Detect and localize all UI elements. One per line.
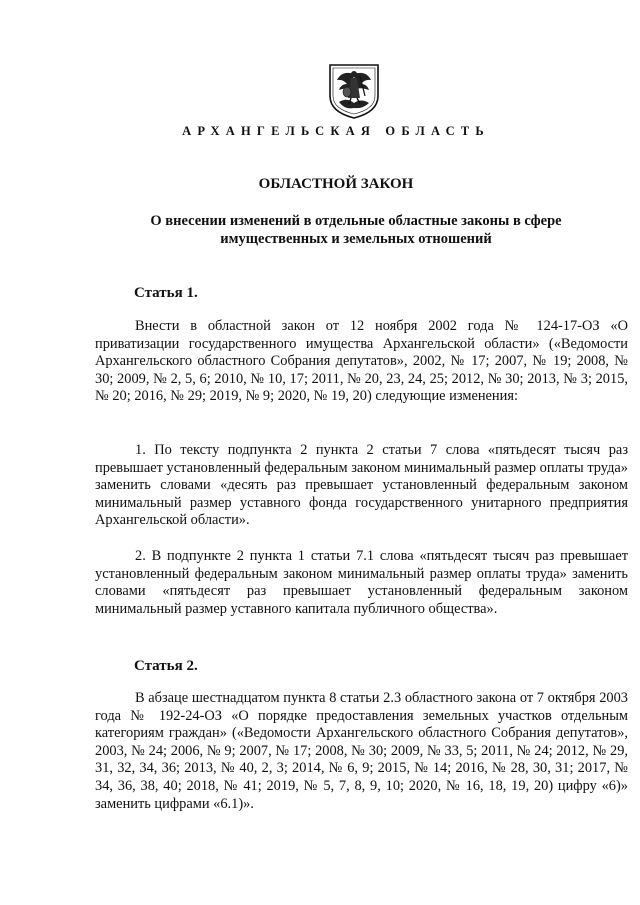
article-1-paragraph-1: Внести в областной закон от 12 ноября 2002 года № 124-17-ОЗ «О приватизации государственного имущества Архангельской области» («Ведомости Архангельского областного Собрания депутатов», 2002, № 17; 2007, № 19; 2008, № 30; 2009, № 2, 5, 6; 2010, № 10, 17; 2011, № 20, 23, 24, 25; 2012, № 30; 2013, № 3; 2015, № 20; 2016, № 29; 2019, № 9; 2020, № 19, 20) следующие изменения: — [95, 318, 628, 405]
document-title: О внесении изменений в отдельные областные законы в сфере имущественных и земельных отношений — [150, 213, 562, 247]
article-2-heading: Статья 2. — [134, 658, 198, 674]
region-name: АРХАНГЕЛЬСКАЯ ОБЛАСТЬ — [182, 124, 490, 138]
article-1-paragraph-2: 1. По тексту подпункта 2 пункта 2 статьи 7 слова «пятьдесят тысяч раз превышает установленный федеральным законом минимальный размер оплаты труда» заменить словами «десять раз превышает установленный федеральным законом минимальный размер уставного фонда государственного унитарного предприятия Архангельской области». — [95, 442, 628, 529]
article-2-paragraph-1: В абзаце шестнадцатом пункта 8 статьи 2.3 областного закона от 7 октября 2003 года № 192-24-ОЗ «О порядке предоставления земельных участков отдельным категориям граждан» («Ведомости Архангельского областного Собрания депутатов», 2003, № 24; 2006, № 9; 2007, № 17; 2008, № 30; 2009, № 33, 5; 2011, № 24; 2012, № 29, 31, 32, 34, 36; 2013, № 40, 2, 3; 2014, № 6, 9; 2015, № 14; 2016, № 28, 30, 31; 2017, № 34, 36, 38, 40; 2018, № 41; 2019, № 5, 7, 8, 9, 10; 2020, № 16, 18, 19, 20) цифру «6)» заменить цифрами «6.1)». — [95, 690, 628, 812]
article-1-heading: Статья 1. — [134, 285, 198, 301]
coat-of-arms-icon — [327, 62, 381, 120]
document-type: ОБЛАСТНОЙ ЗАКОН — [258, 176, 414, 192]
article-1-paragraph-3: 2. В подпункте 2 пункта 1 статьи 7.1 слова «пятьдесят тысяч раз превышает установленный федеральным законом минимальный размер оплаты труда» заменить словами «пятьдесят раз превышает установленный федеральным законом минимальный размер уставного капитала публичного общества». — [95, 548, 628, 617]
